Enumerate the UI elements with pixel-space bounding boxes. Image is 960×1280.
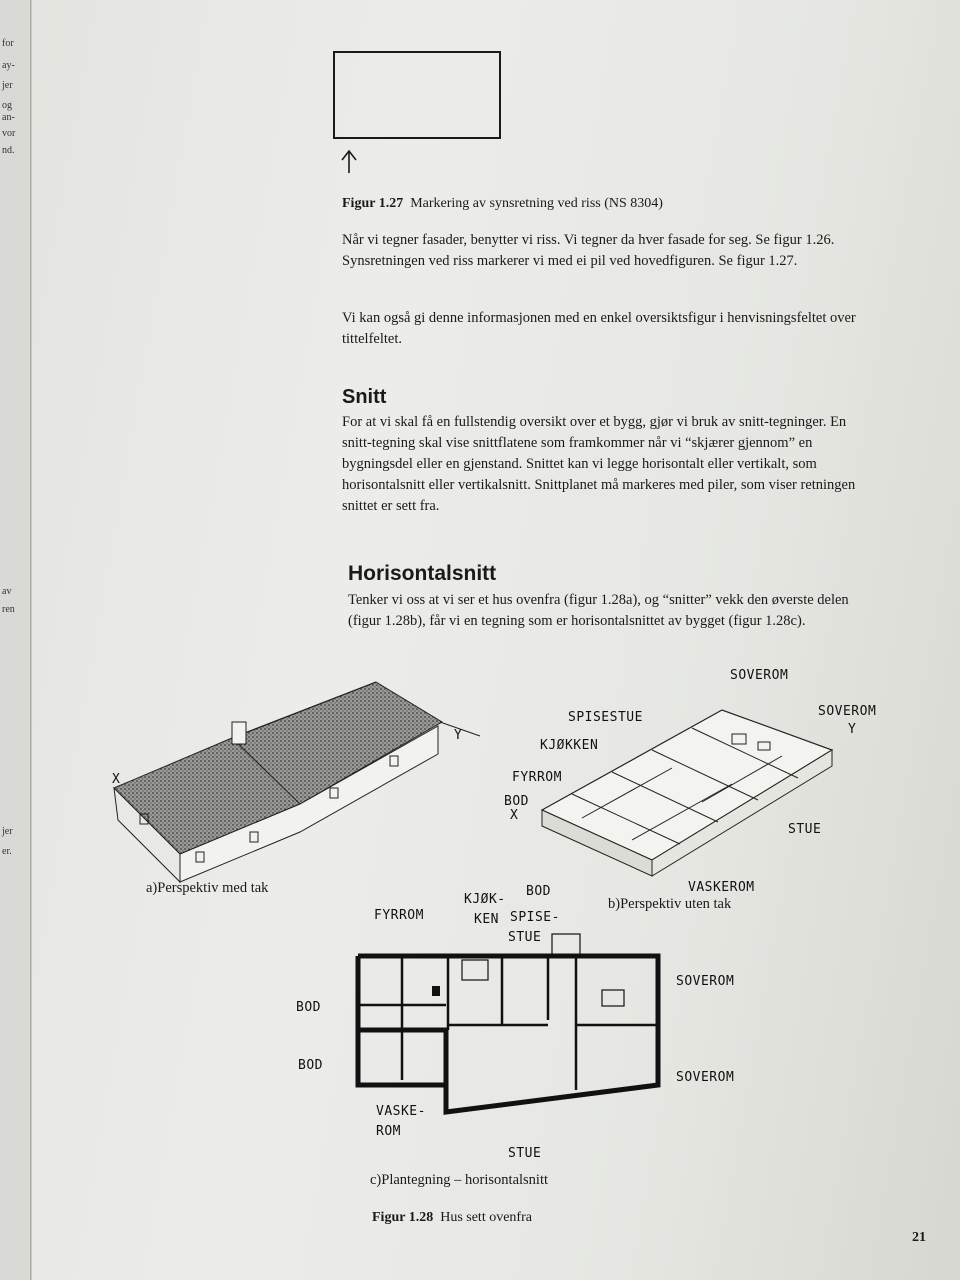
fig128c-label-vaskerom-2: ROM (376, 1124, 401, 1139)
paragraph-riss: Når vi tegner fasader, benytter vi riss. Vi tegner da hver fasade for seg. Se figur 1.26. Synsretningen ved riss markerer vi med ei pil ved hovedfiguren. Se figur 1.27. (342, 232, 835, 269)
facing-page-fragment: nd. (2, 145, 15, 156)
page-number: 21 (912, 1230, 926, 1245)
fig128b-label-bod-2: BOD (526, 884, 551, 899)
fig128c-label-spisestue-1: SPISE- (510, 910, 560, 925)
fig127-caption (342, 196, 902, 212)
fig128c-caption: c)Plantegning – horisontalsnitt (370, 1172, 549, 1188)
view-box-rectangle (334, 52, 500, 138)
chimney (232, 722, 246, 744)
facing-page-fragment: jer (2, 826, 13, 837)
facing-page-fragment: for (2, 38, 14, 49)
fig128c-label-bod-1: BOD (296, 1000, 321, 1015)
fig128b-label-fyrrom: FYRROM (512, 770, 562, 785)
facing-page-fragment: av (2, 586, 12, 597)
fig128c-label-kjokken-1: KJØK- (464, 892, 506, 907)
paragraph-snitt: For at vi skal få en fullstendig oversikt over et bygg, gjør vi bruk av snitt-tegninger. En snitt-tegning skal vise snittflatene som framkommer når vi “skjærer gjennom” en bygningsdel eller en gjenstand. Snittet kan vi legge horisontalt eller vertikalt, som horisontalsnitt eller vertikalsnitt. Snittplanet må markeres med piler, som viser retningen snittet er sett fra. (342, 414, 856, 514)
fig128a-x-label: X (112, 772, 121, 787)
fig128b-label-vaskerom: VASKEROM (688, 880, 755, 895)
fig128-caption (372, 1210, 792, 1226)
fig128-caption-text: Hus sett ovenfra (440, 1210, 532, 1225)
fig128b-label-x: X (510, 808, 519, 823)
fig128-caption-label: Figur 1.28 (372, 1210, 434, 1225)
fig127-caption-label: Figur 1.27 (342, 196, 404, 211)
fig128c-label-bod-2: BOD (298, 1058, 323, 1073)
fig128c-label-kjokken-2: KEN (474, 912, 499, 927)
heading-snitt: Snitt (342, 386, 387, 408)
facing-page-fragment: er. (2, 846, 12, 857)
fig128c-label-soverom-1: SOVEROM (676, 974, 735, 989)
fig128b-label-kjokken: KJØKKEN (540, 738, 599, 753)
facing-page-fragment: jer (2, 80, 13, 91)
facing-page-edge (0, 0, 31, 1280)
fig128a-y-label: Y (454, 728, 463, 743)
paragraph-horisontalsnitt: Tenker vi oss at vi ser et hus ovenfra (figur 1.28a), og “snitter” vekk den øverste delen (figur 1.28b), får vi en tegning som er horisontalsnittet av bygget (figur 1.28c). (348, 592, 849, 629)
fig128b-label-bod: BOD (504, 794, 529, 809)
facing-page-fragment: an- (2, 112, 15, 123)
fig128b-caption: b)Perspektiv uten tak (608, 896, 732, 912)
fig128b-label-spisestue: SPISESTUE (568, 710, 643, 725)
fig128c-label-soverom-2: SOVEROM (676, 1070, 735, 1085)
fig128c-label-vaskerom-1: VASKE- (376, 1104, 426, 1119)
facing-page-fragment: ren (2, 604, 15, 615)
facing-page-fragment: vor (2, 128, 16, 139)
fig127-drawing (332, 50, 512, 180)
book-page (32, 0, 960, 1280)
fig128a-caption: a)Perspektiv med tak (146, 880, 269, 896)
house-perspective-with-roof (100, 676, 480, 876)
fig128b-label-soverom-1: SOVEROM (730, 668, 789, 683)
floor-plan (352, 930, 672, 1120)
heading-horisontalsnitt: Horisontalsnitt (348, 562, 497, 585)
paragraph-oversikt: Vi kan også gi denne informasjonen med en enkel oversiktsfigur i henvisningsfeltet over tittelfeltet. (342, 310, 856, 347)
fig128c-label-stue: STUE (508, 1146, 542, 1161)
facing-page-fragment: og (2, 100, 12, 111)
facing-page-fragment: ay- (2, 60, 15, 71)
fig128b-label-stue: STUE (788, 822, 822, 837)
fig128c-label-spisestue-2: STUE (508, 930, 542, 945)
fig128c-label-fyrrom: FYRROM (374, 908, 424, 923)
fig128b-label-y: Y (848, 722, 857, 737)
fig128b-label-soverom-2: SOVEROM (818, 704, 877, 719)
fig127-caption-text: Markering av synsretning ved riss (NS 8304) (410, 196, 663, 211)
